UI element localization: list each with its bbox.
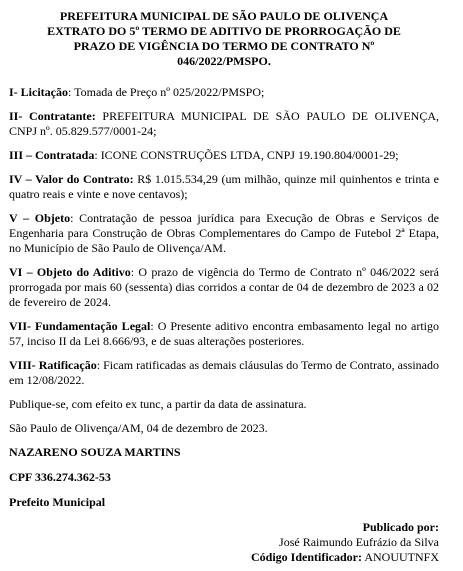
clause-text: O Presente aditivo encontra embasamento legal no artigo 57, inciso II da Lei 8.666/93, e de suas alterações posteriores. [9, 319, 439, 348]
clause-objeto [9, 211, 439, 256]
clause-text: PREFEITURA MUNICIPAL DE SÃO PAULO DE OLIVENÇA, CNPJ nº. 05.829.577/0001-24; [9, 109, 439, 138]
signer-role: Prefeito Municipal [9, 495, 106, 509]
clause-text: O prazo de vigência do Termo de Contrato nº 046/2022 será prorrogada por mais 60 (sessenta) dias corridos a contar de 04 de dezembro de 2023 a 02 de fevereiro de 2024. [9, 265, 439, 309]
clause-separator: : [70, 211, 74, 225]
publish-note: Publique-se, com efeito ex tunc, a partir da data de assinatura. [9, 397, 307, 411]
clause-separator: : [68, 85, 72, 99]
clause-label: I- Licitação [9, 85, 68, 99]
document-title [9, 9, 439, 69]
clause-label: VIII- Ratificação [9, 358, 97, 372]
clause-label: VII- Fundamentação Legal [9, 319, 151, 333]
clause-licitacao [9, 85, 439, 100]
place-date: São Paulo de Olivença/AM, 04 de dezembro de 2023. [9, 421, 268, 435]
clause-text: R$ 1.015.534,29 (um milhão, quinze mil quinhentos e trinta e quatro reais e vinte e nove centavos); [9, 172, 439, 201]
title-line-4: 046/2022/PMSPO. [177, 54, 271, 68]
publication-footer [251, 520, 439, 565]
signer-cpf: CPF 336.274.362-53 [9, 470, 111, 484]
title-line-2: EXTRATO DO 5º TERMO DE ADITIVO DE PRORROGAÇÃO DE [47, 24, 401, 38]
title-line-3: PRAZO DE VIGÊNCIA DO TERMO DE CONTRATO Nº [73, 39, 375, 53]
published-by-name: José Raimundo Eufrázio da Silva [279, 535, 439, 549]
clause-separator: : [150, 319, 154, 333]
clause-label: III – Contratada [9, 148, 95, 162]
clause-text: Ficam ratificadas as demais cláusulas do Termo de Contrato, assinado em 12/08/2022. [9, 358, 440, 387]
clause-label: VI – Objeto do Aditivo [9, 265, 131, 279]
clause-text: Contratação de pessoa jurídica para Execução de Obras e Serviços de Engenharia para Construção de Obras Complementares do Campo de Futebol 2ª Etapa, no Município de São Paulo de Olivença/AM. [9, 211, 440, 255]
title-line-1: PREFEITURA MUNICIPAL DE SÃO PAULO DE OLIVENÇA [59, 9, 389, 23]
clause-contratante [9, 109, 439, 139]
clause-fundamentacao [9, 319, 439, 349]
identifier-code-value: ANOUUTNFX [364, 550, 439, 564]
published-by-label: Publicado por: [362, 520, 439, 534]
clause-contratada [9, 148, 439, 163]
clause-separator: : [96, 358, 101, 372]
clause-label: V – Objeto [9, 211, 71, 225]
clause-ratificacao [9, 358, 439, 388]
clause-text: Tomada de Preço nº 025/2022/PMSPO; [71, 85, 265, 99]
identifier-code-line [251, 550, 439, 565]
clause-text: ICONE CONSTRUÇÕES LTDA, CNPJ 19.190.804/0001-29; [97, 148, 399, 162]
signer-name: NAZARENO SOUZA MARTINS [9, 445, 181, 459]
clause-separator: : [130, 265, 135, 279]
clause-label: II- Contratante: [9, 109, 96, 123]
clause-objeto-aditivo [9, 265, 439, 310]
clause-valor [9, 172, 439, 202]
document [9, 9, 439, 520]
identifier-code-label: Código Identificador: [250, 550, 362, 564]
clause-label: IV – Valor do Contrato: [9, 172, 134, 186]
clause-separator: : [94, 148, 98, 162]
